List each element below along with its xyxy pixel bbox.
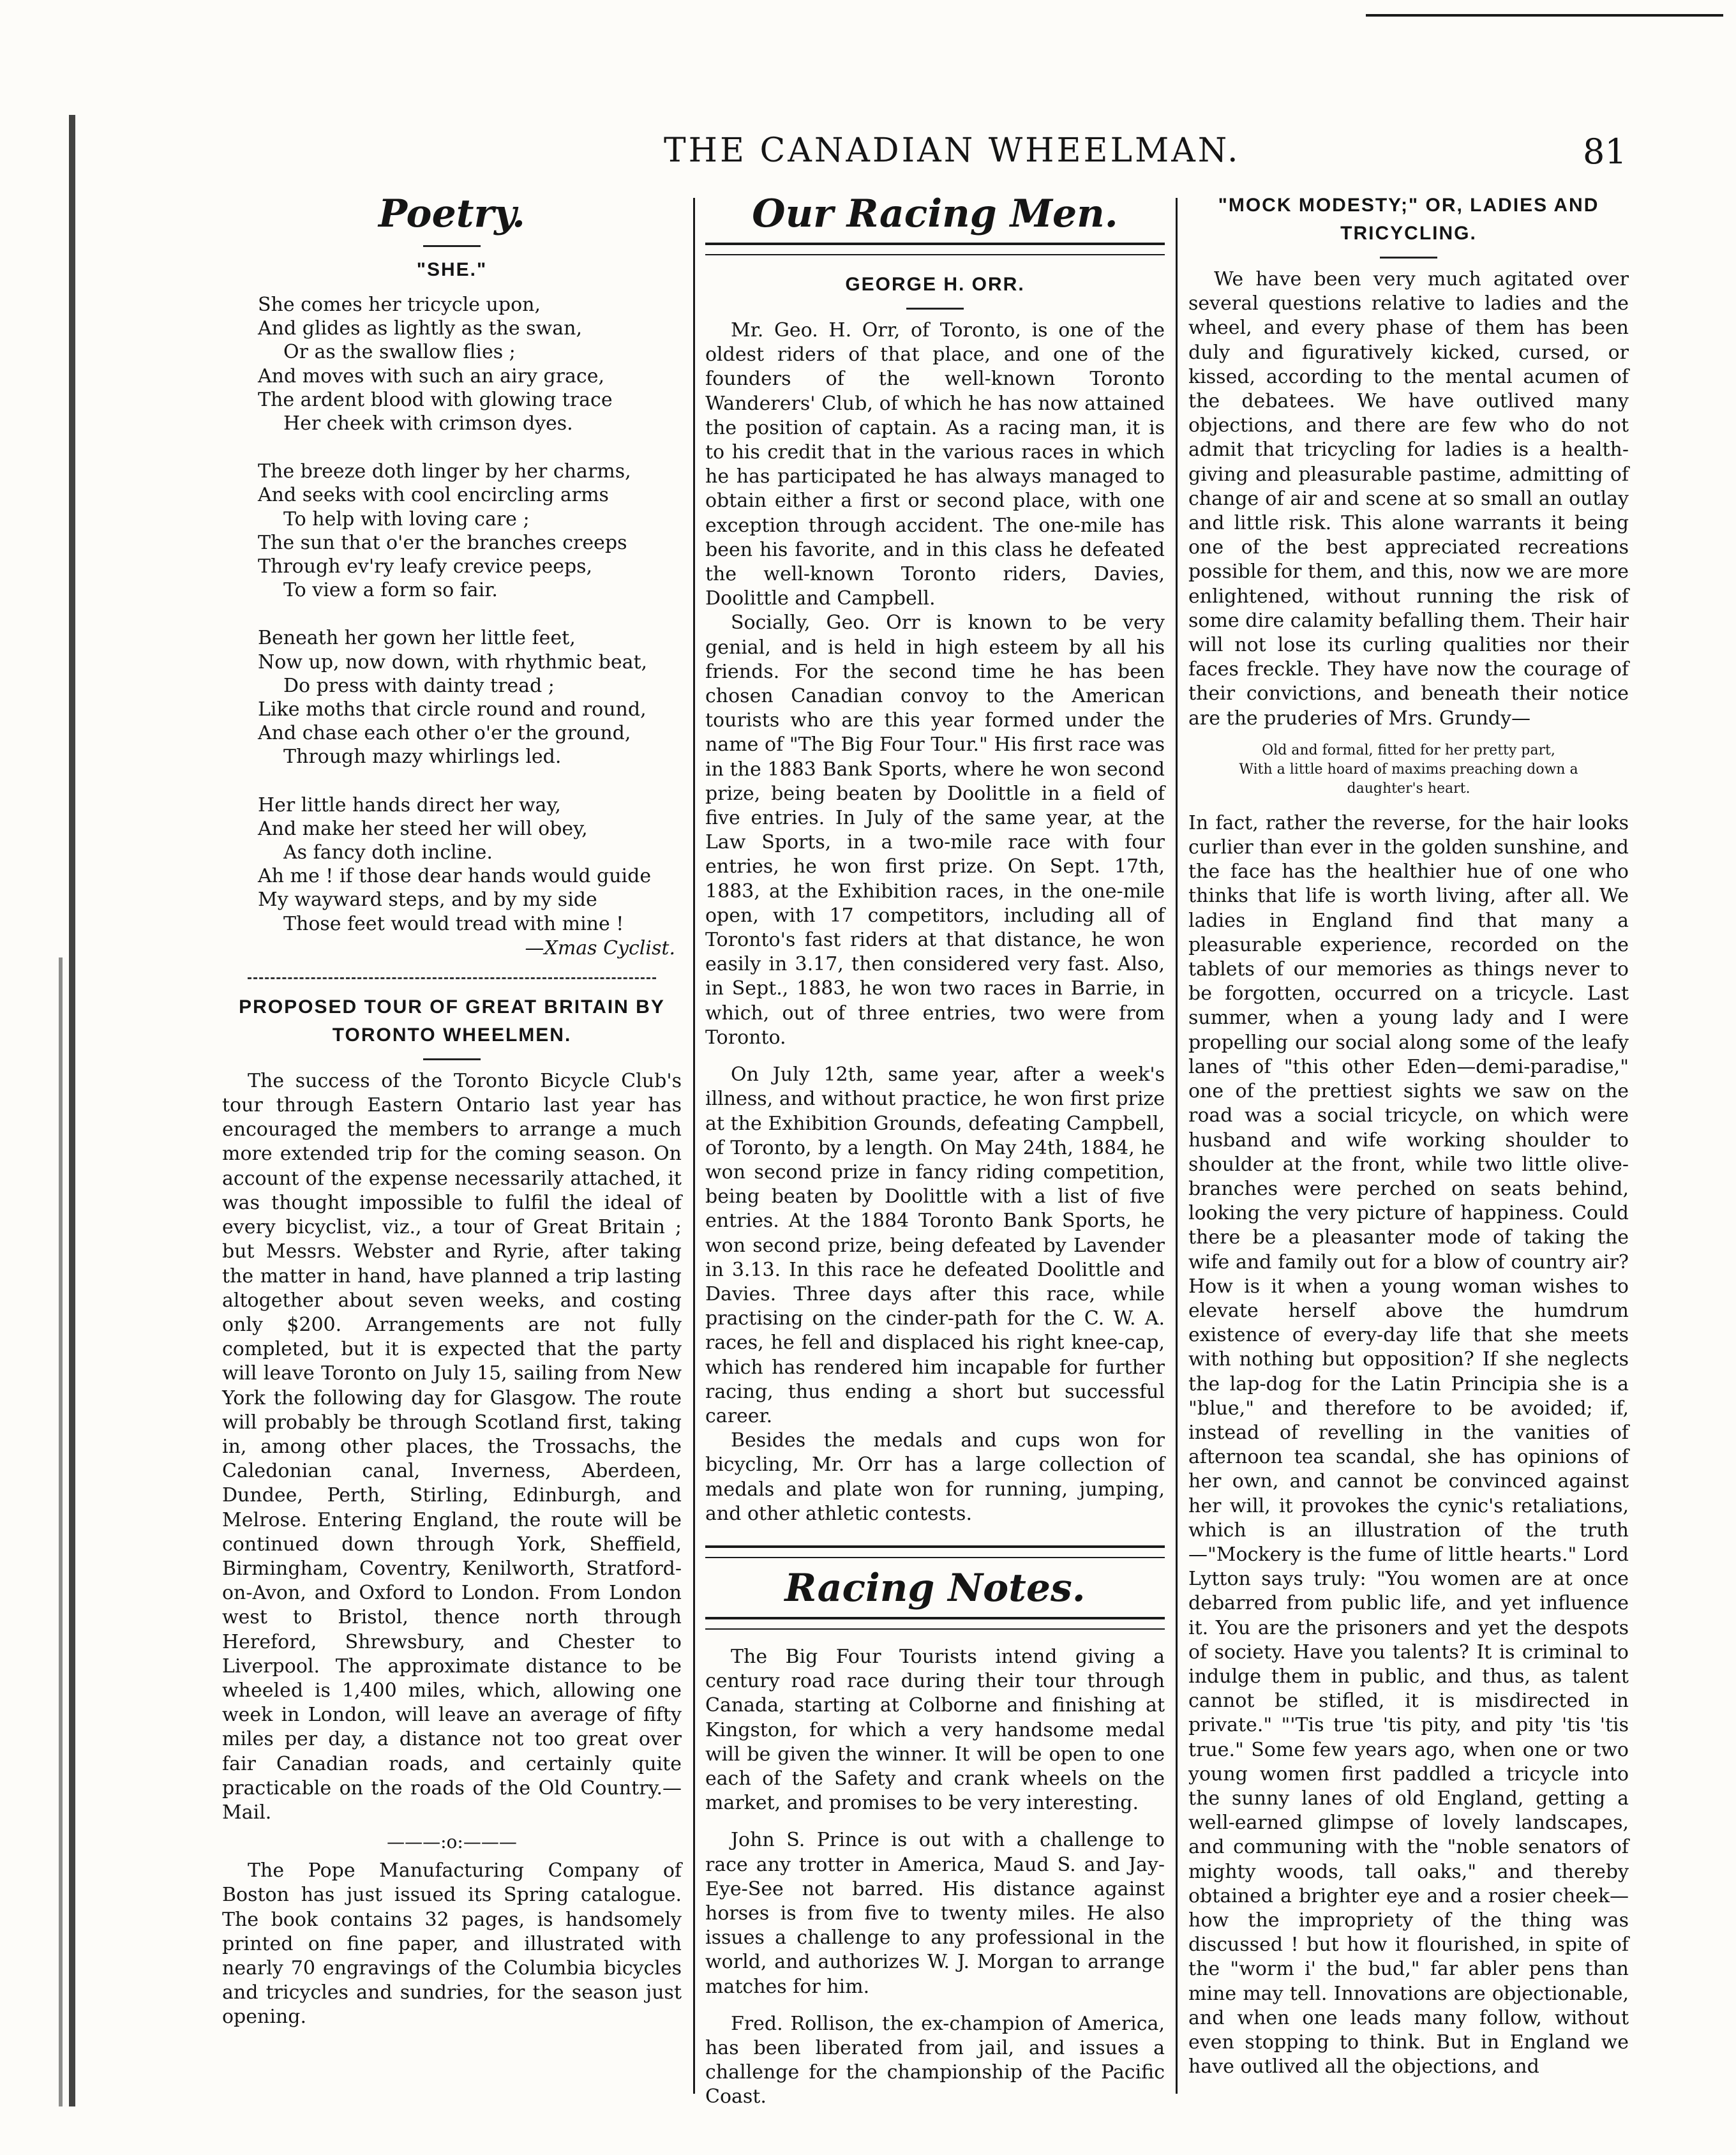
note: The Big Four Tourists intend giving a century road race during their tour through Canada, starting at Colborne and finishing at Kingston, for which a very handsome medal will be given the winner. It will be open to one each of the Safety and crank wheels on the market, and promises to be very interesting. — [705, 1645, 1165, 1815]
verse-line: My wayward steps, and by my side — [258, 889, 597, 912]
verse-line: The breeze doth linger by her charms, — [258, 460, 631, 483]
stanza — [258, 293, 682, 435]
verse-line: And moves with such an airy grace, — [258, 364, 605, 387]
verse-line: Through mazy whirlings led. — [283, 746, 562, 769]
poem-title: "SHE." — [416, 259, 488, 280]
title-rule — [423, 245, 481, 247]
column-poetry — [222, 191, 682, 2030]
verse-line: Beneath her gown her little feet, — [258, 627, 576, 650]
page-number: 81 — [1583, 131, 1627, 172]
stanza — [258, 460, 682, 602]
article-subhead: GEORGE H. ORR. — [845, 274, 1025, 295]
paragraph: Besides the medals and cups won for bicycling, Mr. Orr has a large collection of medals and plate won for running, jumping, and other athletic contests. — [705, 1429, 1165, 1525]
article-body-pope: The Pope Manufacturing Company of Boston has just issued its Spring catalogue. The book contains 32 pages, is handsomely printed on fine paper, and illustrated with nearly 70 engravings of the Columbia bicycles and tricycles and sundries, for the season just opening. — [222, 1859, 682, 2029]
paragraph: Socially, Geo. Orr is known to be very genial, and is held in high esteem by all his friends. For the second time he has been chosen Canadian convoy to the American tourists who are this year formed under the name of "The Big Four Tour." His first race was in the 1883 Bank Sports, where he won second prize, being beaten by Doolittle in a field of five entries. In July of the same year, at the Law Sports, in a two-mile race with four entries, he won first prize. On Sept. 17th, 1883, at the Exhibition races, in the one-mile open, with 17 competitors, including all of Toronto's fast riders at that distance, he won easily in 3.17, then considered very fast. Also, in Sept., 1883, he won two races in Barrie, in which, out of three entries, two were from Toronto. — [705, 612, 1165, 1049]
ornament-separator: ———:o:——— — [387, 1831, 517, 1853]
section-title-racing-notes: Racing Notes. — [784, 1565, 1086, 1611]
double-rule — [705, 1617, 1165, 1630]
verse-line: Like moths that circle round and round, — [258, 698, 647, 721]
column-rule-right — [1176, 198, 1178, 2094]
binding-edge — [69, 115, 75, 2106]
verse-line: To help with loving care ; — [283, 507, 530, 530]
verse-line: Through ev'ry leafy crevice peeps, — [258, 555, 593, 578]
paragraph: We have been very much agitated over several questions relative to ladies and the wheel, and every phase of them has been duly and figuratively kicked, cursed, or kissed, according to the mental acumen of the debatees. We have outlived many objections, and there are few who do not admit that tricycling for ladies is a health-giving and pleasurable pastime, admitting of change of air and scene at so small an outlay and little risk. This alone warrants it being one of the best appreciated recreations possible for them, and this, now we are more enlightened, without running the risk of some dire calamity befalling them. Their hair will not lose its curling qualities nor their faces freckle. They have now the courage of their convictions, and beneath their notice are the pruderies of Mrs. Grundy— — [1188, 268, 1629, 730]
article-body-tour: The success of the Toronto Bicycle Club's tour through Eastern Ontario last year has encouraged the members to arrange a much more extended trip for the coming season. On account of the expense necessarily attached, it was thought impossible to fulfil the ideal of every bicyclist, viz., a tour of Great Britain ; but Messrs. Webster and Ryrie, after taking the matter in hand, have planned a trip lasting altogether about seven weeks, and costing only $200. Arrangements are not fully completed, but it is expected that the party will leave Toronto on July 15, sailing from New York the following day for Glasgow. The route will probably be through Scotland first, taking in, among other places, the Trossachs, the Caledonian canal, Inverness, Aberdeen, Dundee, Perth, Stirling, Edinburgh, and Melrose. Entering England, the route will be continued down through York, Sheffield, Birmingham, Coventry, Kenilworth, Stratford-on-Avon, and Oxford to London. From London west to Bristol, thence north through Hereford, Shrewsbury, and Chester to Liverpool. The approximate distance to be wheeled is 1,400 miles, which, allowing one week in London, will leave an average of fifty miles per day, a distance not too great over fair Canadian roads, and certainly quite practicable on the roads of the Old Country.—Mail. — [222, 1069, 682, 1824]
running-title: THE CANADIAN WHEELMAN. — [664, 131, 1241, 170]
article-title-mock-modesty: "MOCK MODESTY;" OR, LADIES AND TRICYCLING. — [1218, 195, 1599, 244]
paragraph: Mr. Geo. H. Orr, of Toronto, is one of the oldest riders of that place, and one of the founders of the well-known Toronto Wanderers' Club, of which he has now attained the position of captain. As a racing man, it is to his credit that in the various races in which he has participated he has always managed to obtain either a first or second place, with one exception through accident. The one-mile has been his favorite, and in this class he defeated the well-known Toronto riders, Davies, Doolittle and Campbell. — [705, 319, 1165, 610]
paragraph: On July 12th, same year, after a week's illness, and without practice, he won first prize at the Exhibition Grounds, defeating Campbell, of Toronto, by a length. On May 24th, 1884, he won second prize in fancy riding competition, being beaten by Doolittle with a list of five entries. At the 1884 Toronto Bank Sports, he won second prize, being defeated by Lavender in 3.13. In this race he defeated Doolittle and Davies. Three days after this race, while practising on the cinder-path for the C. W. A. races, he fell and displaced his right knee-cap, which has rendered him incapable for further racing, thus ending a short but successful career. — [705, 1063, 1165, 1427]
verse-line: Those feet would tread with mine ! — [283, 912, 624, 935]
verse-line: As fancy doth incline. — [283, 841, 493, 864]
verse-line: Or as the swallow flies ; — [283, 341, 516, 364]
double-rule — [705, 243, 1165, 255]
section-title-poetry: Poetry. — [378, 191, 525, 236]
stanza — [258, 793, 682, 936]
verse-line: The sun that o'er the branches creeps — [258, 531, 627, 554]
section-title-racing-men: Our Racing Men. — [752, 191, 1118, 236]
verse-line: Her cheek with crimson dyes. — [283, 412, 573, 435]
verse-line: Her little hands direct her way, — [258, 793, 561, 816]
verse-line: And glides as lightly as the swan, — [258, 317, 582, 340]
verse-line: She comes her tricycle upon, — [258, 294, 541, 316]
poem-signature: —Xmas Cyclist. — [525, 936, 675, 959]
binding-shadow — [59, 957, 63, 2106]
verse-line: Ah me ! if those dear hands would guide — [258, 865, 652, 888]
verse-line: And make her steed her will obey, — [258, 817, 588, 840]
verse-line: Do press with dainty tread ; — [283, 674, 555, 697]
column-rule-left — [693, 198, 695, 2094]
quote-line: daughter's heart. — [1347, 780, 1470, 797]
verse-quotation — [1201, 741, 1616, 799]
section-divider — [248, 977, 656, 984]
title-rule — [423, 1058, 481, 1060]
column-racing — [705, 191, 1165, 2110]
stanza — [258, 626, 682, 769]
quote-line: With a little hoard of maxims preaching down a — [1239, 761, 1578, 777]
verse-line: To view a form so fair. — [283, 579, 498, 602]
verse-line: And seeks with cool encircling arms — [258, 484, 609, 507]
article-title-tour: PROPOSED TOUR OF GREAT BRITAIN BY TORONTO WHEELMEN. — [239, 996, 665, 1046]
top-corner-rule — [1366, 14, 1723, 17]
paragraph: In fact, rather the reverse, for the hair looks curlier than ever in the golden sunshine, and the face has the healthier hue of one who thinks that life is worth living, after all. We ladies in England find that many a pleasurable experience, recorded on the tablets of our memories as things never to be forgotten, occurred on a tricycle. Last summer, when a young lady and I were propelling our social along some of the leafy lanes of "this other Eden—demi-paradise," one of the prettiest sights we saw on the road was a social tricycle, on which were husband and wife working shoulder to shoulder at the front, while two little olive-branches were perched on seats behind, looking the very picture of happiness. Could there be a pleasanter mode of taking the wife and family out for a blow of country air? How is it when a young woman wishes to elevate herself above the humdrum existence of every-day life that she meets with nothing but opposition? If she neglects the lap-dog for the Latin Principia she is a "blue," and therefore to be avoided; if, instead of revelling in the vanities of afternoon tea scandal, she has opinions of her own, and cannot be convinced against her will, it provokes the cynic's retaliations, which is an illustration of the truth—"Mockery is the fume of little hearts." Lord Lytton says truly: "You women are at once debarred from public life, and yet influence it. You are the prisoners and yet the despots of society. Have you talents? It is criminal to indulge them in public, and thus, as talent cannot be stifled, it is misdirected in private." "'Tis true 'tis pity, and pity 'tis 'tis true." Some few years ago, when one or two young women first paddled a tricycle into the sunny lanes of old England, getting a well-earned glimpse of lovely landscapes, and communing with the "noble senators of mighty woods, tall oaks," and thereby obtained a brighter eye and a rosier cheek—how the impropriety of the thing was discussed ! but how it flourished, in spite of the "worm i' the bud," far abler pens than mine may tell. Innovations are objectionable, and when one leads many follow, without even stopping to think. But in England we have outlived all the objections, and — [1188, 811, 1629, 2078]
verse-line: Now up, now down, with rhythmic beat, — [258, 650, 648, 673]
column-mock-modesty — [1188, 191, 1629, 2079]
verse-line: The ardent blood with glowing trace — [258, 388, 613, 411]
note: John S. Prince is out with a challenge to race any trotter in America, Maud S. and Jay-Eye-See not barred. His distance against horses is from five to twenty miles. He also issues a challenge to any professional in the world, and authorizes W. J. Morgan to arrange matches for him. — [705, 1829, 1165, 1998]
title-rule — [906, 308, 964, 310]
quote-line: Old and formal, fitted for her pretty part, — [1262, 742, 1555, 758]
note: Fred. Rollison, the ex-champion of America, has been liberated from jail, and issues a challenge for the championship of the Pacific Coast. — [705, 2012, 1165, 2108]
title-rule — [1380, 257, 1437, 259]
double-rule — [705, 1545, 1165, 1558]
verse-line: And chase each other o'er the ground, — [258, 722, 631, 745]
